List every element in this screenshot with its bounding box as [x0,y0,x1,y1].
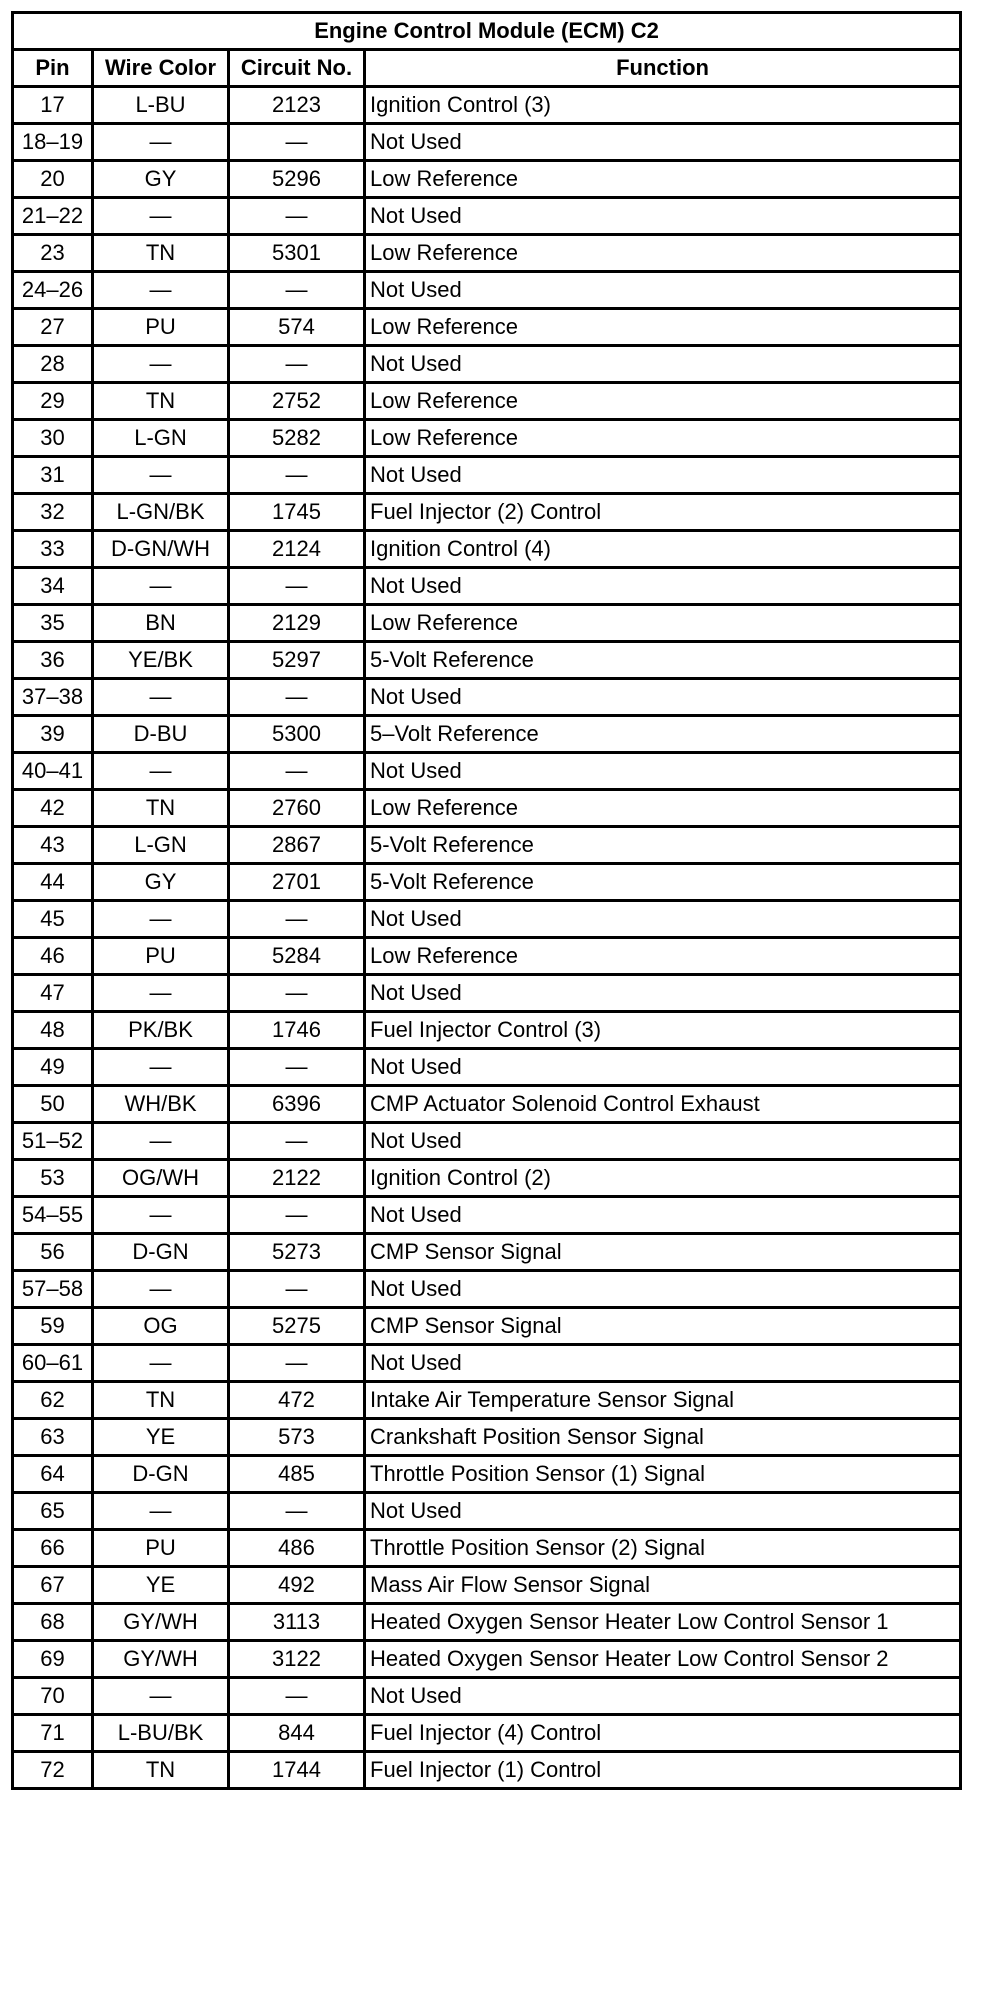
circuit-no-cell: 2867 [229,827,365,864]
wire-color-cell: TN [93,1752,229,1789]
function-cell: Fuel Injector Control (3) [365,1012,961,1049]
function-cell: Low Reference [365,161,961,198]
circuit-no-cell: 2752 [229,383,365,420]
circuit-no-cell: 6396 [229,1086,365,1123]
table-row [13,1419,961,1456]
function-cell: Ignition Control (3) [365,87,961,124]
function-cell: Low Reference [365,309,961,346]
function-cell: Fuel Injector (4) Control [365,1715,961,1752]
table-row [13,938,961,975]
pin-cell: 49 [13,1049,93,1086]
circuit-no-cell: 3122 [229,1641,365,1678]
circuit-no-cell: 486 [229,1530,365,1567]
circuit-no-cell: — [229,753,365,790]
table-row [13,568,961,605]
pin-cell: 36 [13,642,93,679]
pin-cell: 21–22 [13,198,93,235]
circuit-no-cell: 573 [229,1419,365,1456]
table-row [13,790,961,827]
table-row [13,1234,961,1271]
function-cell: 5-Volt Reference [365,864,961,901]
function-cell: 5-Volt Reference [365,827,961,864]
function-cell: CMP Sensor Signal [365,1308,961,1345]
circuit-no-cell: — [229,272,365,309]
wire-color-cell: — [93,1345,229,1382]
wire-color-cell: — [93,1678,229,1715]
pin-cell: 43 [13,827,93,864]
circuit-no-cell: 844 [229,1715,365,1752]
pin-cell: 28 [13,346,93,383]
wire-color-cell: TN [93,1382,229,1419]
pin-cell: 51–52 [13,1123,93,1160]
wire-color-cell: TN [93,235,229,272]
table-row [13,457,961,494]
wire-color-cell: — [93,1493,229,1530]
wire-color-cell: L-BU [93,87,229,124]
circuit-no-cell: — [229,975,365,1012]
table-row [13,605,961,642]
table-row [13,1567,961,1604]
table-row [13,198,961,235]
table-row [13,975,961,1012]
wire-color-cell: D-GN [93,1234,229,1271]
table-row [13,642,961,679]
function-cell: Not Used [365,568,961,605]
pin-cell: 42 [13,790,93,827]
function-cell: Fuel Injector (1) Control [365,1752,961,1789]
table-row [13,309,961,346]
wire-color-cell: L-BU/BK [93,1715,229,1752]
table-row [13,1049,961,1086]
wire-color-cell: — [93,198,229,235]
circuit-no-cell: 5296 [229,161,365,198]
wire-color-cell: — [93,124,229,161]
table-row [13,531,961,568]
function-cell: Intake Air Temperature Sensor Signal [365,1382,961,1419]
pin-cell: 56 [13,1234,93,1271]
wire-color-cell: TN [93,790,229,827]
wire-color-cell: — [93,1197,229,1234]
pin-cell: 39 [13,716,93,753]
pin-cell: 35 [13,605,93,642]
function-cell: Mass Air Flow Sensor Signal [365,1567,961,1604]
pin-cell: 17 [13,87,93,124]
function-cell: CMP Actuator Solenoid Control Exhaust [365,1086,961,1123]
circuit-no-cell: 3113 [229,1604,365,1641]
wire-color-cell: PU [93,938,229,975]
pin-cell: 50 [13,1086,93,1123]
circuit-no-cell: — [229,124,365,161]
function-cell: Not Used [365,753,961,790]
circuit-no-cell: 5300 [229,716,365,753]
header-pin: Pin [13,50,93,87]
table-row [13,1271,961,1308]
wire-color-cell: GY/WH [93,1641,229,1678]
table-row [13,1678,961,1715]
circuit-no-cell: — [229,198,365,235]
table-row [13,494,961,531]
wire-color-cell: YE/BK [93,642,229,679]
circuit-no-cell: — [229,1678,365,1715]
function-cell: Not Used [365,198,961,235]
table-row [13,1308,961,1345]
wire-color-cell: — [93,568,229,605]
function-cell: Not Used [365,1493,961,1530]
table-row [13,1752,961,1789]
circuit-no-cell: 2124 [229,531,365,568]
wire-color-cell: D-GN/WH [93,531,229,568]
pin-cell: 33 [13,531,93,568]
wire-color-cell: TN [93,383,229,420]
table-row [13,161,961,198]
wire-color-cell: GY [93,864,229,901]
table-row [13,420,961,457]
circuit-no-cell: 5284 [229,938,365,975]
function-cell: Heated Oxygen Sensor Heater Low Control Sensor 1 [365,1604,961,1641]
circuit-no-cell: — [229,1271,365,1308]
function-cell: Not Used [365,346,961,383]
pin-cell: 72 [13,1752,93,1789]
function-cell: Low Reference [365,383,961,420]
pin-cell: 64 [13,1456,93,1493]
function-cell: Ignition Control (2) [365,1160,961,1197]
table-row [13,346,961,383]
circuit-no-cell: — [229,1197,365,1234]
circuit-no-cell: 5282 [229,420,365,457]
pin-cell: 47 [13,975,93,1012]
circuit-no-cell: 2123 [229,87,365,124]
table-row [13,1382,961,1419]
function-cell: Low Reference [365,938,961,975]
table-row [13,827,961,864]
function-cell: Not Used [365,1049,961,1086]
table-body [13,87,961,1789]
pin-cell: 68 [13,1604,93,1641]
table-row [13,1715,961,1752]
pin-cell: 34 [13,568,93,605]
circuit-no-cell: 5301 [229,235,365,272]
function-cell: Not Used [365,901,961,938]
wire-color-cell: — [93,1271,229,1308]
pin-cell: 18–19 [13,124,93,161]
circuit-no-cell: 1745 [229,494,365,531]
circuit-no-cell: — [229,1123,365,1160]
circuit-no-cell: — [229,568,365,605]
wire-color-cell: — [93,901,229,938]
pin-cell: 48 [13,1012,93,1049]
header-wire-color: Wire Color [93,50,229,87]
pin-cell: 65 [13,1493,93,1530]
circuit-no-cell: 5297 [229,642,365,679]
table-row [13,1604,961,1641]
wire-color-cell: YE [93,1567,229,1604]
function-cell: Throttle Position Sensor (2) Signal [365,1530,961,1567]
table-row [13,1086,961,1123]
wire-color-cell: — [93,1123,229,1160]
function-cell: Not Used [365,975,961,1012]
wire-color-cell: OG/WH [93,1160,229,1197]
table-row [13,679,961,716]
pin-cell: 24–26 [13,272,93,309]
circuit-no-cell: 1744 [229,1752,365,1789]
wire-color-cell: — [93,753,229,790]
pin-cell: 20 [13,161,93,198]
circuit-no-cell: 2760 [229,790,365,827]
pin-cell: 70 [13,1678,93,1715]
wire-color-cell: L-GN/BK [93,494,229,531]
table-row [13,383,961,420]
table-row [13,1641,961,1678]
circuit-no-cell: — [229,1345,365,1382]
function-cell: Not Used [365,1678,961,1715]
table-row [13,1160,961,1197]
circuit-no-cell: — [229,1493,365,1530]
pin-cell: 32 [13,494,93,531]
circuit-no-cell: 1746 [229,1012,365,1049]
ecm-connector-table [11,11,962,1790]
header-function: Function [365,50,961,87]
circuit-no-cell: 574 [229,309,365,346]
pin-cell: 27 [13,309,93,346]
table-row [13,1345,961,1382]
pin-cell: 44 [13,864,93,901]
wire-color-cell: — [93,679,229,716]
function-cell: Fuel Injector (2) Control [365,494,961,531]
circuit-no-cell: — [229,901,365,938]
function-cell: Heated Oxygen Sensor Heater Low Control Sensor 2 [365,1641,961,1678]
wire-color-cell: D-BU [93,716,229,753]
circuit-no-cell: — [229,679,365,716]
table-row [13,1012,961,1049]
pin-cell: 30 [13,420,93,457]
circuit-no-cell: 2701 [229,864,365,901]
pin-cell: 67 [13,1567,93,1604]
function-cell: Throttle Position Sensor (1) Signal [365,1456,961,1493]
table-row [13,87,961,124]
circuit-no-cell: 472 [229,1382,365,1419]
function-cell: Not Used [365,124,961,161]
table-header-row [13,50,961,87]
table-row [13,1197,961,1234]
pin-cell: 63 [13,1419,93,1456]
wire-color-cell: D-GN [93,1456,229,1493]
table-row [13,235,961,272]
pin-cell: 23 [13,235,93,272]
circuit-no-cell: 2129 [229,605,365,642]
pin-cell: 46 [13,938,93,975]
wire-color-cell: — [93,346,229,383]
wire-color-cell: PK/BK [93,1012,229,1049]
table-row [13,864,961,901]
function-cell: CMP Sensor Signal [365,1234,961,1271]
wire-color-cell: PU [93,309,229,346]
function-cell: Not Used [365,457,961,494]
function-cell: Low Reference [365,790,961,827]
table-row [13,1123,961,1160]
function-cell: Ignition Control (4) [365,531,961,568]
function-cell: 5–Volt Reference [365,716,961,753]
function-cell: Low Reference [365,605,961,642]
function-cell: Crankshaft Position Sensor Signal [365,1419,961,1456]
function-cell: Not Used [365,1197,961,1234]
table-row [13,753,961,790]
wire-color-cell: GY/WH [93,1604,229,1641]
wire-color-cell: YE [93,1419,229,1456]
pin-cell: 37–38 [13,679,93,716]
wire-color-cell: — [93,457,229,494]
circuit-no-cell: 5275 [229,1308,365,1345]
table-row [13,124,961,161]
circuit-no-cell: — [229,457,365,494]
pin-cell: 31 [13,457,93,494]
function-cell: Not Used [365,272,961,309]
pin-cell: 66 [13,1530,93,1567]
function-cell: Not Used [365,1123,961,1160]
table-row [13,1530,961,1567]
wire-color-cell: — [93,975,229,1012]
function-cell: Not Used [365,1271,961,1308]
wire-color-cell: — [93,1049,229,1086]
circuit-no-cell: — [229,346,365,383]
wire-color-cell: L-GN [93,827,229,864]
pin-cell: 53 [13,1160,93,1197]
pin-cell: 40–41 [13,753,93,790]
circuit-no-cell: 492 [229,1567,365,1604]
wire-color-cell: GY [93,161,229,198]
function-cell: Not Used [365,1345,961,1382]
table-title-row [13,13,961,50]
pin-cell: 59 [13,1308,93,1345]
circuit-no-cell: 5273 [229,1234,365,1271]
function-cell: Not Used [365,679,961,716]
table-title: Engine Control Module (ECM) C2 [13,13,961,50]
function-cell: Low Reference [365,235,961,272]
circuit-no-cell: 485 [229,1456,365,1493]
pin-cell: 29 [13,383,93,420]
table-row [13,272,961,309]
table-row [13,901,961,938]
wire-color-cell: BN [93,605,229,642]
header-circuit-no: Circuit No. [229,50,365,87]
pin-cell: 71 [13,1715,93,1752]
table-row [13,1493,961,1530]
pin-cell: 69 [13,1641,93,1678]
wire-color-cell: PU [93,1530,229,1567]
pin-cell: 57–58 [13,1271,93,1308]
wire-color-cell: L-GN [93,420,229,457]
wire-color-cell: — [93,272,229,309]
circuit-no-cell: 2122 [229,1160,365,1197]
table-row [13,1456,961,1493]
table-row [13,716,961,753]
pin-cell: 62 [13,1382,93,1419]
wire-color-cell: OG [93,1308,229,1345]
wire-color-cell: WH/BK [93,1086,229,1123]
function-cell: 5-Volt Reference [365,642,961,679]
pin-cell: 45 [13,901,93,938]
circuit-no-cell: — [229,1049,365,1086]
pin-cell: 54–55 [13,1197,93,1234]
pin-cell: 60–61 [13,1345,93,1382]
function-cell: Low Reference [365,420,961,457]
